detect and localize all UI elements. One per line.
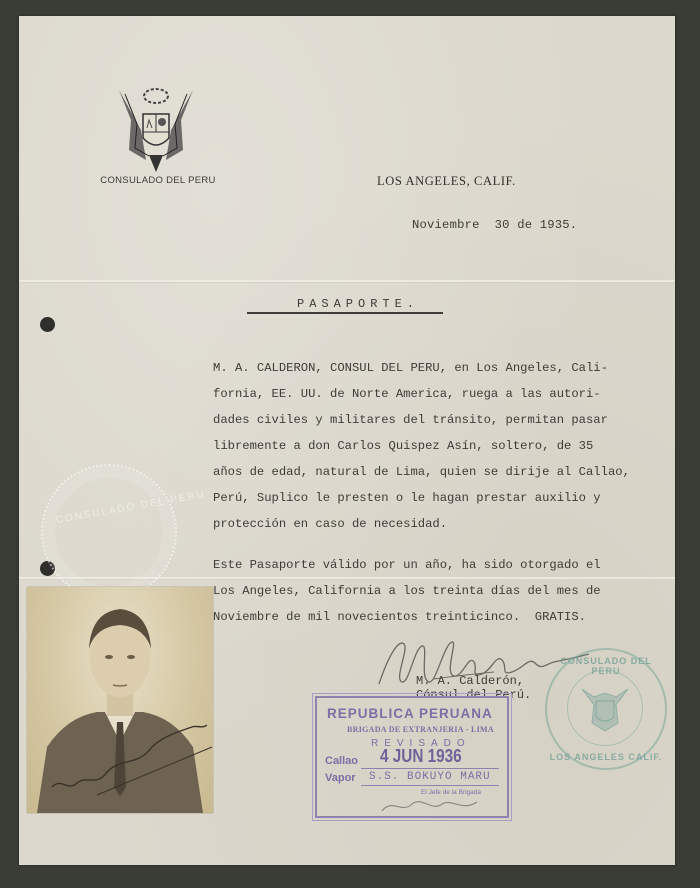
stamp-port-label: Callao [325,755,359,767]
passport-photo [27,587,213,813]
text-line: Perú, Suplico le presten o le hagan prestar auxilio y [213,491,601,505]
portrait-photo [27,587,213,813]
text-line: Este Pasaporte válido por un año, ha sido otorgado el [213,558,601,572]
passport-document [19,16,675,865]
consulate-letterhead: CONSULADO DEL PERU [100,175,216,186]
consul-name: M. A. Calderón, [416,674,525,688]
peru-coat-of-arms-icon [111,80,201,172]
consulate-rubber-seal [545,648,667,770]
consul-title: Cónsul del Perú. [416,688,532,702]
paragraph-validity [213,552,601,630]
text-line: dades civiles y militares del tránsito, permitan pasar [213,413,608,427]
stamp-republic: REPUBLICA PERUANA [327,706,493,721]
seal-top-text: CONSULADO DEL PERU [560,656,652,676]
text-line: Noviembre de mil novecientos treinticinco. GRATIS. [213,610,586,624]
document-date: Noviembre 30 de 1935. [412,218,578,232]
paragraph-request [213,355,630,537]
text-line: años de edad, natural de Lima, quien se dirije al Callao, [213,465,630,479]
punch-hole [40,317,55,332]
stamp-rule [361,785,499,786]
seal-inner-ring [567,670,643,746]
document-title: PASAPORTE. [297,297,420,311]
stamp-brigade: BRIGADA DE EXTRANJERIA - LIMA [347,725,494,734]
text-line: Los Angeles, California a los treinta días del mes de [213,584,601,598]
stamp-signature [377,796,487,816]
stamp-revisado: REVISADO [371,738,471,749]
text-line: fornia, EE. UU. de Norte America, ruega a las autori- [213,387,601,401]
embossed-seal-text: CONSULADO DEL PERU [55,488,207,527]
immigration-entry-stamp [315,696,509,818]
stamp-rule [361,768,499,769]
city-heading: LOS ANGELES, CALIF. [377,174,516,188]
text-line: protección en caso de necesidad. [213,517,448,531]
stamp-date: 4 JUN 1936 [380,746,462,766]
stamp-vessel-name: S.S. BOKUYO MARU [369,771,491,783]
embossed-seal [41,464,177,600]
stamp-authority: El Jefe de la Brigada [421,789,481,796]
text-line: libremente a don Carlos Quispez Asín, soltero, de 35 [213,439,594,453]
fold-line [19,280,675,283]
seal-bottom-text: LOS ANGELES CALIF. [549,752,663,762]
title-underline [247,312,443,314]
stamp-vessel-label: Vapor [325,772,356,784]
seal-crest-icon [568,671,642,745]
text-line: M. A. CALDERON, CONSUL DEL PERU, en Los Angeles, Cali- [213,361,608,375]
